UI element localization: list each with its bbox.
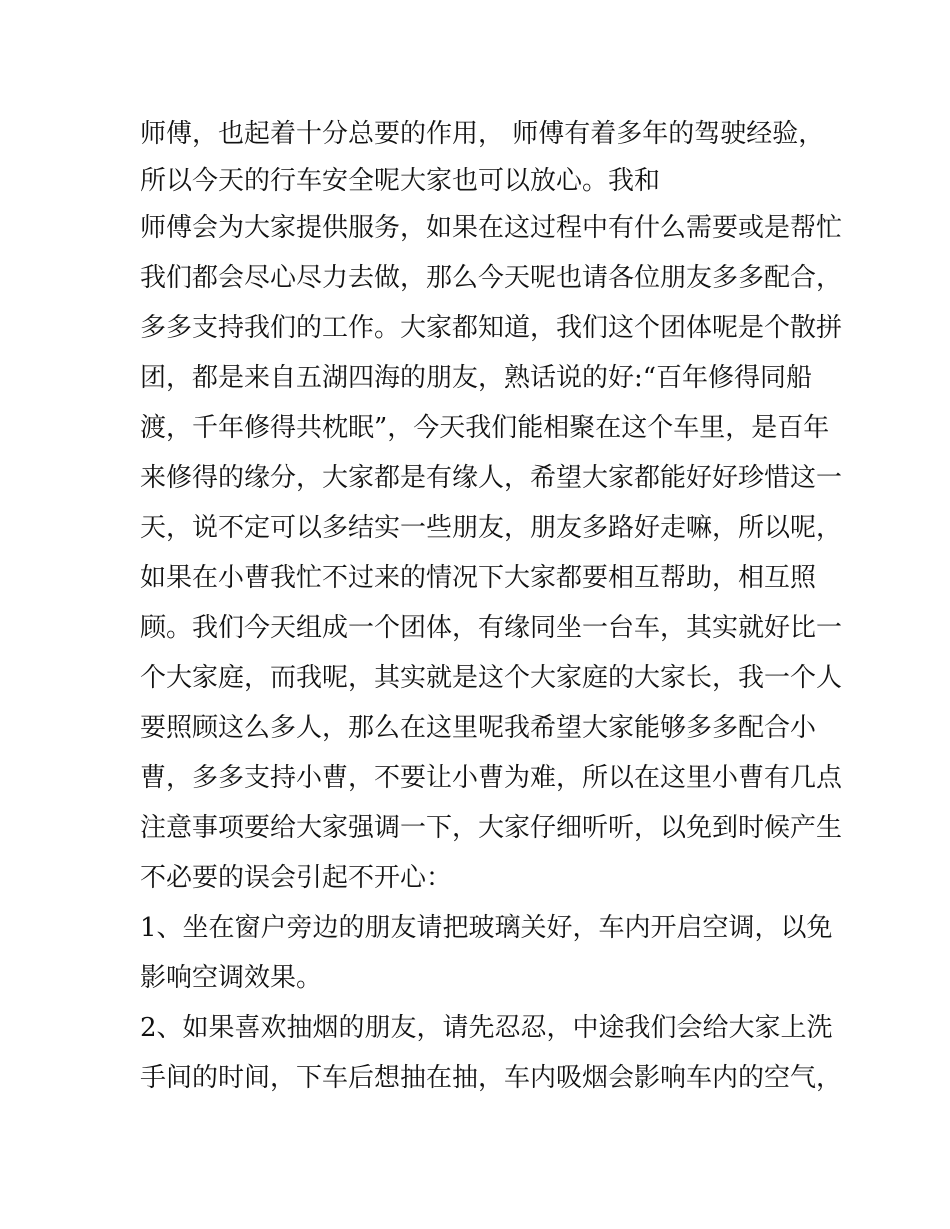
text-line-11: 顾。我们今天组成一个团体，有缘同坐一台车，其实就好比一 <box>140 613 843 643</box>
text-line-10: 如果在小曹我忙不过来的情况下大家都要相互帮助，相互照 <box>140 563 817 593</box>
text-line-12: 个大家庭，而我呢，其实就是这个大家庭的大家长，我一个人 <box>140 663 843 693</box>
text-line-1: 师傅，也起着十分总要的作用， 师傅有着多年的驾驶经验， <box>140 119 825 149</box>
text-line-6: 团，都是来自五湖四海的朋友，熟话说的好:“百年修得同船 <box>140 363 813 393</box>
list-item-2-line-2: 手间的时间，下车后想抽在抽，车内吸烟会影响车内的空气， <box>140 1063 843 1093</box>
text-line-14: 曹，多多支持小曹，不要让小曹为难，所以在这里小曹有几点 <box>140 763 843 793</box>
list-item-1-line-2: 影响空调效果。 <box>140 963 323 993</box>
text-line-4: 我们都会尽心尽力去做，那么今天呢也请各位朋友多多配合， <box>140 263 843 293</box>
text-line-16: 不必要的误会引起不开心： <box>140 863 453 893</box>
body-text <box>140 109 843 1103</box>
list-item-2-line-1: 2、如果喜欢抽烟的朋友，请先忍忍，中途我们会给大家上洗 <box>140 1013 833 1043</box>
text-line-3: 师傅会为大家提供服务，如果在这过程中有什么需要或是帮忙 <box>140 213 843 243</box>
text-line-9: 天，说不定可以多结实一些朋友，朋友多路好走嘛，所以呢， <box>140 513 843 543</box>
text-line-15: 注意事项要给大家强调一下，大家仔细听听，以免到时候产生 <box>140 813 843 843</box>
text-line-7: 渡，千年修得共枕眠”，今天我们能相聚在这个车里，是百年 <box>140 413 830 443</box>
text-line-8: 来修得的缘分，大家都是有缘人，希望大家都能好好珍惜这一 <box>140 463 843 493</box>
text-line-5: 多多支持我们的工作。大家都知道，我们这个团体呢是个散拼 <box>140 313 843 343</box>
list-item-1-line-1: 1、坐在窗户旁边的朋友请把玻璃关好，车内开启空调，以免 <box>140 913 833 943</box>
text-line-2: 所以今天的行车安全呢大家也可以放心。我和 <box>140 166 661 196</box>
text-line-13: 要照顾这么多人，那么在这里呢我希望大家能够多多配合小 <box>140 713 817 743</box>
